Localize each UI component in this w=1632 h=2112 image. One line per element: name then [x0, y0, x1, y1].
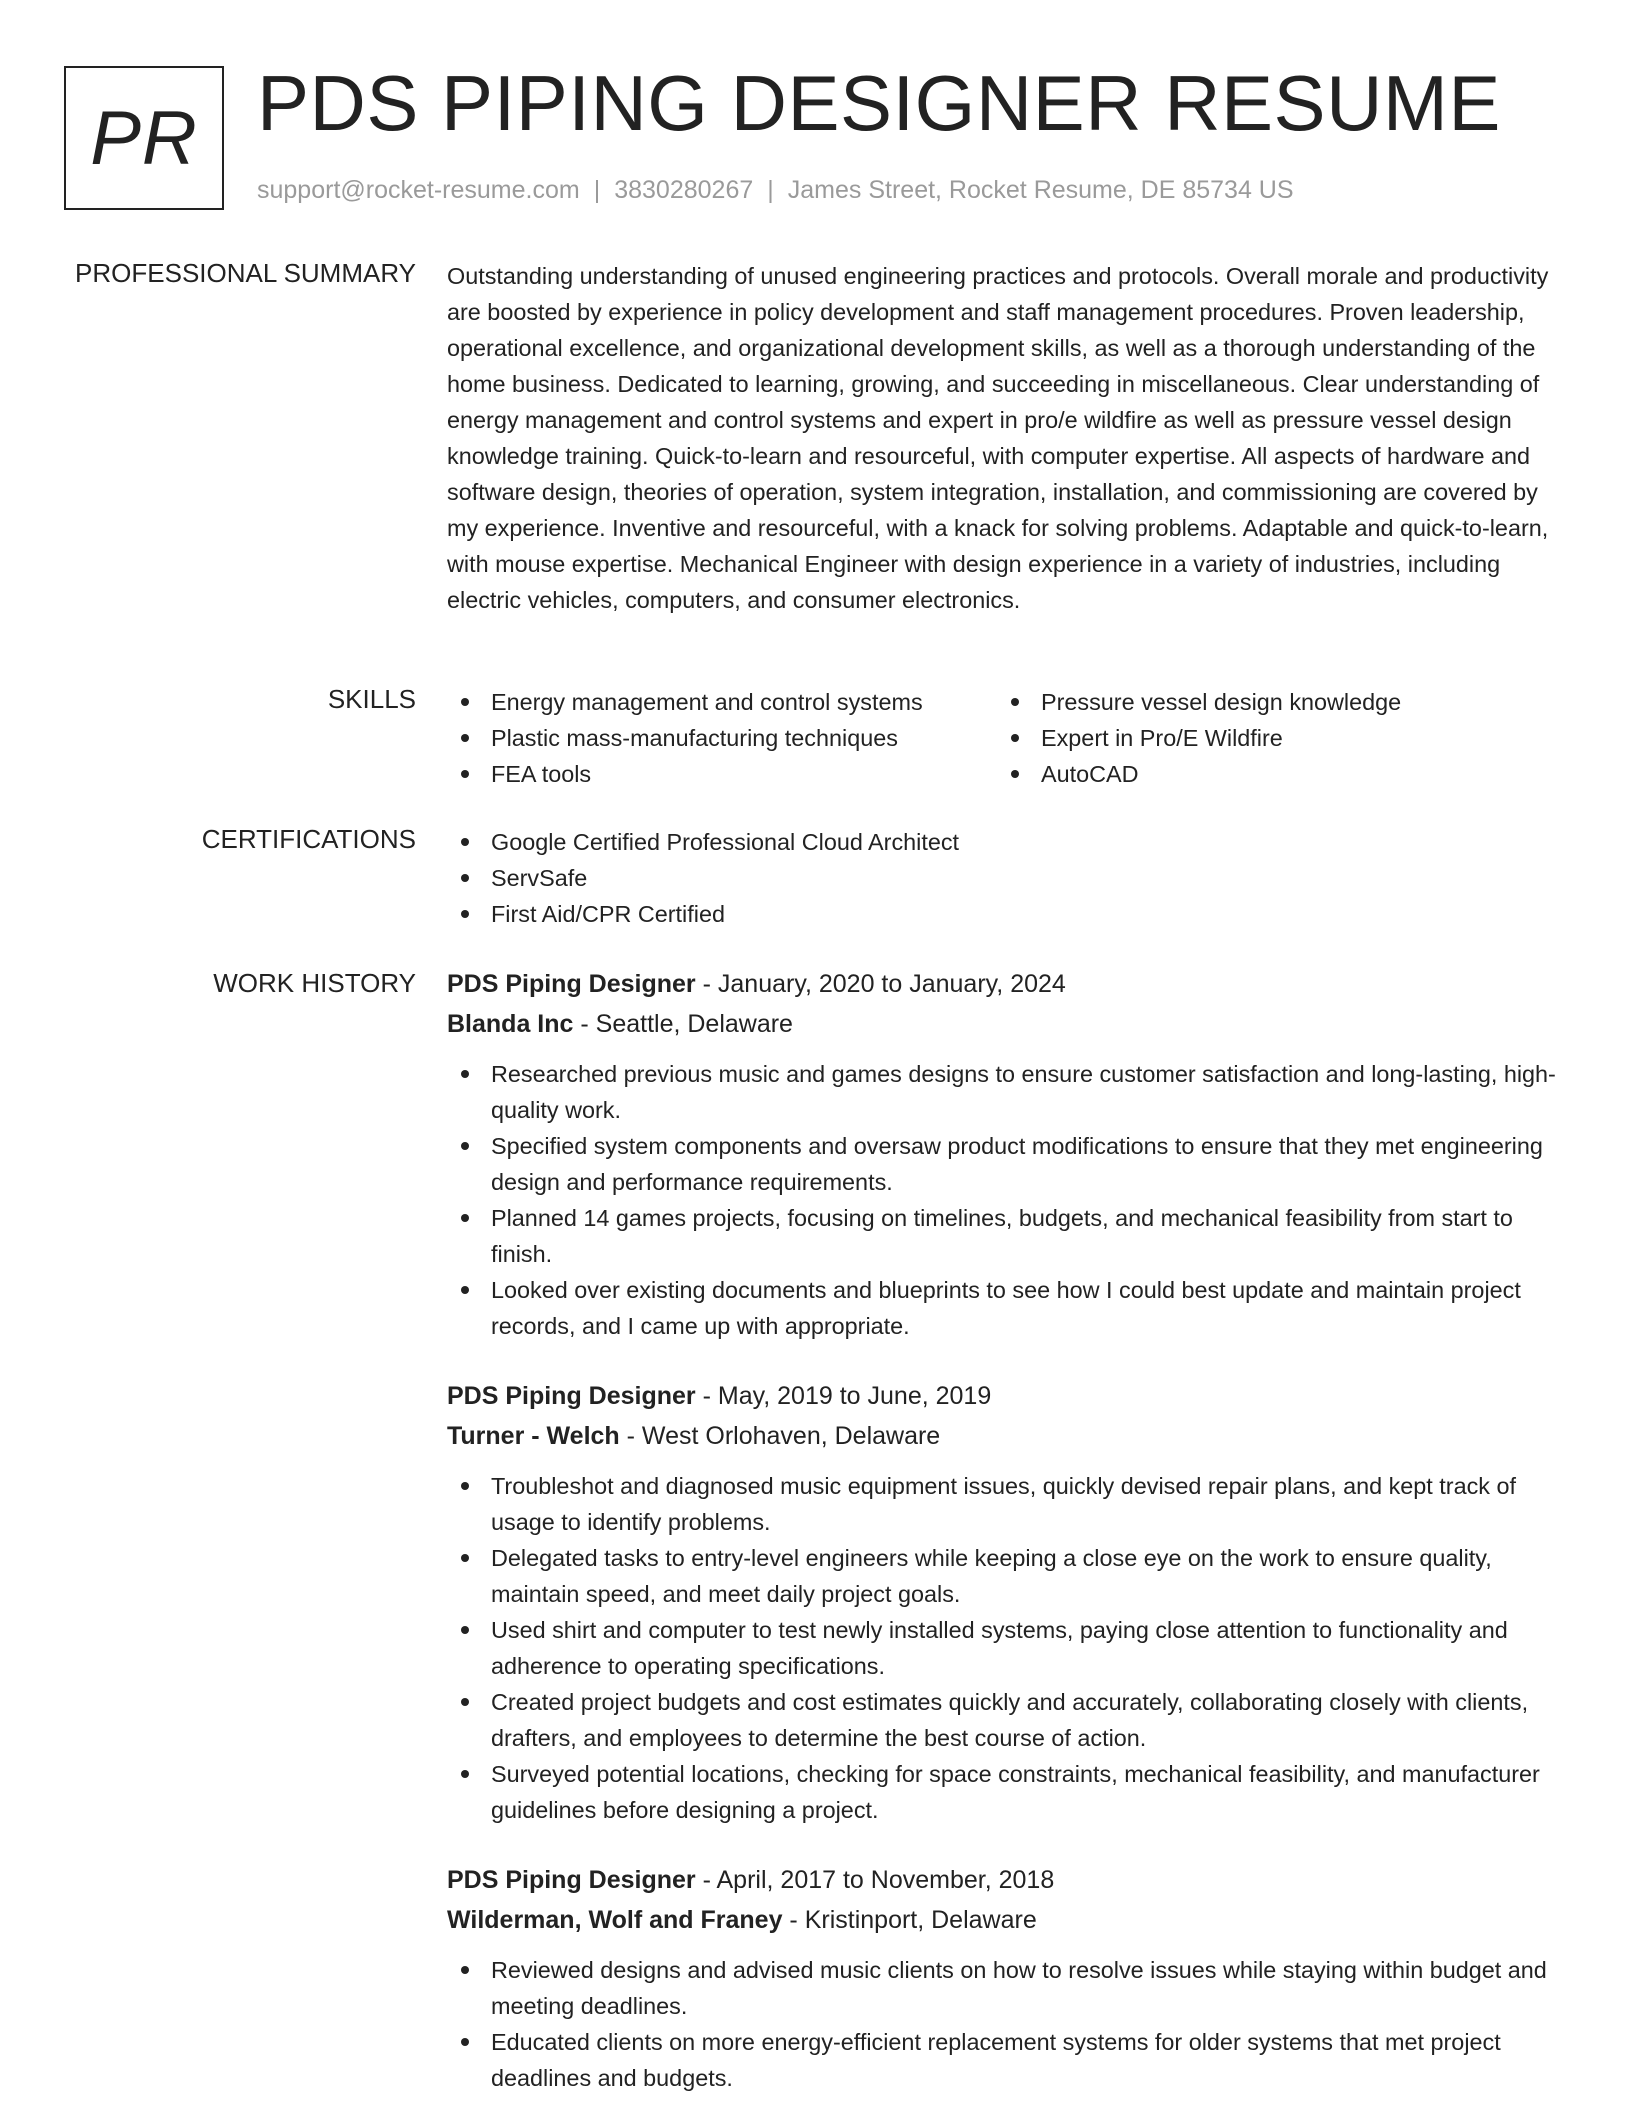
job-company: Wilderman, Wolf and Franey: [447, 1906, 783, 1934]
job-entry: [447, 964, 1567, 1344]
job-bullets: [447, 1056, 1567, 1344]
job-company: Turner - Welch: [447, 1422, 620, 1450]
monogram-box: [64, 66, 224, 210]
section-label-work-history: WORK HISTORY: [213, 968, 416, 998]
job-title-line: [447, 1860, 1567, 1900]
job-bullet: Looked over existing documents and blueprints to see how I could best update and maintain project records, and I came up with appropriate.: [447, 1272, 1567, 1344]
monogram-initials: PR: [90, 95, 198, 181]
contact-separator: |: [767, 176, 774, 204]
skill-item: Pressure vessel design knowledge: [997, 684, 1547, 720]
job-bullet: Created project budgets and cost estimates quickly and accurately, collaborating closely with clients, drafters, and employees to determine the best course of action.: [447, 1684, 1567, 1756]
job-location: - Kristinport, Delaware: [782, 1906, 1037, 1934]
skill-item: FEA tools: [447, 756, 997, 792]
certification-item: Google Certified Professional Cloud Architect: [447, 824, 1567, 860]
job-dates: - January, 2020 to January, 2024: [695, 970, 1066, 998]
job-dates: - April, 2017 to November, 2018: [695, 1866, 1055, 1894]
job-bullet: Planned 14 games projects, focusing on timelines, budgets, and mechanical feasibility from start to finish.: [447, 1200, 1567, 1272]
job-bullet: Educated clients on more energy-efficient replacement systems for older systems that met project deadlines and budgets.: [447, 2024, 1567, 2096]
skills-list-right: [997, 684, 1547, 792]
skills-grid: [447, 684, 1567, 792]
section-label-summary: PROFESSIONAL SUMMARY: [75, 258, 416, 288]
certifications-list: [447, 824, 1567, 932]
skills-body: [447, 684, 1567, 792]
section-label-skills: SKILLS: [327, 684, 416, 714]
job-location: - West Orlohaven, Delaware: [619, 1422, 941, 1450]
job-title: PDS Piping Designer: [447, 1382, 696, 1410]
job-company-line: [447, 1900, 1567, 1940]
skills-list-left: [447, 684, 997, 792]
job-bullet: Researched previous music and games designs to ensure customer satisfaction and long-lasting, high-quality work.: [447, 1056, 1567, 1128]
summary-body: [447, 258, 1567, 618]
contact-email: support@rocket-resume.com: [257, 176, 580, 204]
job-bullet: Reviewed designs and advised music clients on how to resolve issues while staying within budget and meeting deadlines.: [447, 1952, 1567, 2024]
job-bullet: Delegated tasks to entry-level engineers while keeping a close eye on the work to ensure quality, maintain speed, and meet daily project goals.: [447, 1540, 1567, 1612]
contact-address: James Street, Rocket Resume, DE 85734 US: [787, 176, 1294, 204]
skill-item: AutoCAD: [997, 756, 1547, 792]
certification-item: ServSafe: [447, 860, 1567, 896]
contact-separator: |: [593, 176, 601, 204]
job-company-line: [447, 1004, 1567, 1044]
job-title-line: [447, 1376, 1567, 1416]
job-bullets: [447, 1952, 1567, 2096]
certifications-body: [447, 824, 1567, 932]
contact-line: [257, 176, 1294, 205]
job-bullets: [447, 1468, 1567, 1828]
summary-text: Outstanding understanding of unused engineering practices and protocols. Overall morale and productivity are boosted by experience in policy development and staff management procedures. Proven leadership, operational excellence, and organizational development skills, as well as a thorough understanding of the home business. Dedicated to learning, growing, and succeeding in miscellaneous. Clear understanding of energy management and control systems and expert in pro/e wildfire as well as pressure vessel design knowledge training. Quick-to-learn and resourceful, with computer expertise. All aspects of hardware and software design, theories of operation, system integration, installation, and commissioning are covered by my experience. Inventive and resourceful, with a knack for solving problems. Adaptable and quick-to-learn, with mouse expertise. Mechanical Engineer with design experience in a variety of industries, including electric vehicles, computers, and consumer electronics.: [447, 263, 1549, 613]
job-bullet: Used shirt and computer to test newly installed systems, paying close attention to functionality and adherence to operating specifications.: [447, 1612, 1567, 1684]
skill-item: Expert in Pro/E Wildfire: [997, 720, 1547, 756]
job-bullet: Specified system components and oversaw product modifications to ensure that they met engineering design and performance requirements.: [447, 1128, 1567, 1200]
resume-title: PDS PIPING DESIGNER RESUME: [257, 59, 1501, 147]
job-company: Blanda Inc: [447, 1010, 574, 1038]
job-title: PDS Piping Designer: [447, 970, 696, 998]
job-bullet: Surveyed potential locations, checking for space constraints, mechanical feasibility, and manufacturer guidelines before designing a project.: [447, 1756, 1567, 1828]
job-location: - Seattle, Delaware: [573, 1010, 793, 1038]
job-bullet: Troubleshot and diagnosed music equipment issues, quickly devised repair plans, and kept track of usage to identify problems.: [447, 1468, 1567, 1540]
contact-phone: 3830280267: [614, 176, 754, 204]
skill-item: Energy management and control systems: [447, 684, 997, 720]
job-company-line: [447, 1416, 1567, 1456]
job-title-line: [447, 964, 1567, 1004]
section-label-certifications: CERTIFICATIONS: [201, 824, 416, 854]
skill-item: Plastic mass-manufacturing techniques: [447, 720, 997, 756]
certification-item: First Aid/CPR Certified: [447, 896, 1567, 932]
job-title: PDS Piping Designer: [447, 1866, 696, 1894]
job-dates: - May, 2019 to June, 2019: [695, 1382, 992, 1410]
job-entry: [447, 1376, 1567, 1828]
job-entry: [447, 1860, 1567, 2096]
